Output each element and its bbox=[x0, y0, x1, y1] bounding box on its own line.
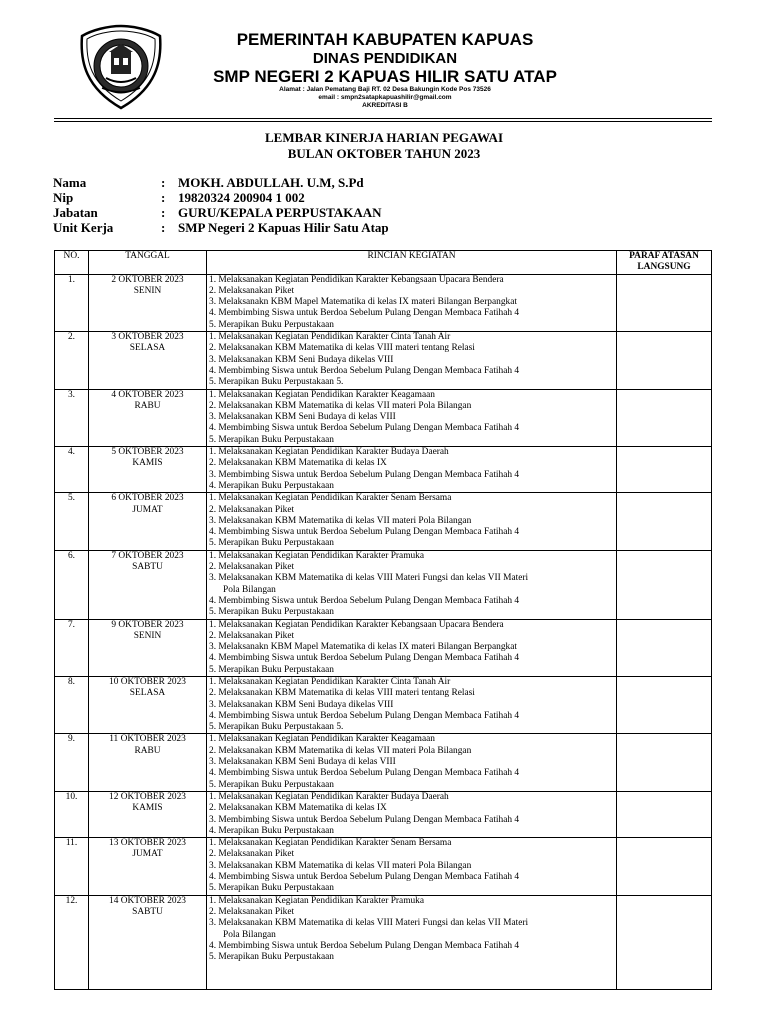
row-supervisor-sign bbox=[617, 676, 712, 733]
activity-item: 4. Merapikan Buku Perpustakaan bbox=[209, 480, 334, 491]
table-row bbox=[55, 550, 712, 619]
row-date: 11 OKTOBER 2023 bbox=[109, 734, 186, 745]
activity-item: 2. Melaksanakan Piket bbox=[209, 285, 295, 296]
activity-item: 5. Merapikan Buku Perpustakaan 5. bbox=[209, 377, 344, 388]
row-supervisor-sign bbox=[617, 791, 712, 837]
row-supervisor-sign bbox=[617, 734, 712, 791]
activity-item: 2. Melaksanakan Piket bbox=[209, 630, 295, 641]
row-date-cell bbox=[89, 493, 207, 550]
row-supervisor-sign bbox=[617, 332, 712, 389]
row-date: 13 OKTOBER 2023 bbox=[109, 838, 186, 849]
header-supervisor-sign: PARAF ATASAN LANGSUNG bbox=[617, 251, 712, 275]
school-email: email : smpn2satapkapuashilir@gmail.com bbox=[318, 94, 452, 101]
row-supervisor-sign bbox=[617, 274, 712, 331]
row-date: 2 OKTOBER 2023 bbox=[111, 274, 184, 285]
activity-item: 5. Merapikan Buku Perpustakaan bbox=[209, 883, 334, 894]
activity-table-body bbox=[55, 274, 712, 990]
row-day: SENIN bbox=[133, 630, 162, 641]
table-row bbox=[55, 389, 712, 446]
table-row bbox=[55, 274, 712, 331]
activity-item: 4. Membimbing Siswa untuk Berdoa Sebelum Pulang Dengan Membaca Fatihah 4 bbox=[209, 710, 520, 721]
table-row bbox=[55, 447, 712, 493]
row-activities bbox=[207, 550, 617, 619]
activity-item: 2. Melaksanakan KBM Matematika di kelas VIII materi tentang Relasi bbox=[209, 688, 475, 699]
row-date-cell bbox=[89, 619, 207, 676]
activity-item: 3. Membimbing Siswa untuk Berdoa Sebelum Pulang Dengan Membaca Fatihah 4 bbox=[209, 814, 520, 825]
field-value: SMP Negeri 2 Kapuas Hilir Satu Atap bbox=[178, 220, 389, 235]
table-row bbox=[55, 332, 712, 389]
activity-item: 4. Merapikan Buku Perpustakaan bbox=[209, 825, 334, 836]
activity-item: 5. Merapikan Buku Perpustakaan bbox=[209, 779, 334, 790]
department-name: DINAS PENDIDIKAN bbox=[312, 50, 458, 67]
table-row bbox=[55, 838, 712, 895]
kapuas-regency-emblem-icon bbox=[76, 22, 166, 112]
activity-item: 4. Membimbing Siswa untuk Berdoa Sebelum Pulang Dengan Membaca Fatihah 4 bbox=[209, 768, 520, 779]
row-activities bbox=[207, 791, 617, 837]
activity-item: 2. Melaksanakan KBM Matematika di kelas IX bbox=[209, 803, 387, 814]
row-number: 6. bbox=[55, 550, 89, 619]
activity-table bbox=[54, 250, 712, 990]
row-number: 12. bbox=[55, 895, 89, 990]
header-details: RINCIAN KEGIATAN bbox=[207, 251, 617, 275]
row-number: 7. bbox=[55, 619, 89, 676]
activity-item: 3. Melaksanakn KBM Mapel Matematika di kelas IX materi Bilangan Berpangkat bbox=[209, 642, 517, 653]
field-label: Nip bbox=[53, 190, 74, 205]
row-day: SABTU bbox=[132, 906, 163, 917]
row-date-cell bbox=[89, 676, 207, 733]
row-activities bbox=[207, 619, 617, 676]
row-supervisor-sign bbox=[617, 838, 712, 895]
field-separator: : bbox=[161, 205, 166, 220]
row-day: SABTU bbox=[132, 562, 163, 573]
activity-item: 4. Membimbing Siswa untuk Berdoa Sebelum Pulang Dengan Membaca Fatihah 4 bbox=[209, 423, 520, 434]
letterhead bbox=[0, 0, 768, 120]
field-value: MOKH. ABDULLAH. U.M, S.Pd bbox=[178, 175, 364, 190]
activity-item: Pola Bilangan bbox=[223, 929, 276, 940]
row-date: 3 OKTOBER 2023 bbox=[111, 332, 184, 343]
row-day: RABU bbox=[134, 745, 161, 756]
row-supervisor-sign bbox=[617, 895, 712, 990]
row-activities bbox=[207, 332, 617, 389]
school-name: SMP NEGERI 2 KAPUAS HILIR SATU ATAP bbox=[213, 67, 557, 86]
row-date-cell bbox=[89, 389, 207, 446]
activity-item: 2. Melaksanakan Piket bbox=[209, 562, 295, 573]
activity-item: 5. Merapikan Buku Perpustakaan bbox=[209, 538, 334, 549]
activity-item: 4. Membimbing Siswa untuk Berdoa Sebelum Pulang Dengan Membaca Fatihah 4 bbox=[209, 365, 520, 376]
field-separator: : bbox=[161, 190, 166, 205]
activity-item: 3. Melaksanakan KBM Matematika di kelas VII materi Pola Bilangan bbox=[209, 515, 472, 526]
activity-item: 2. Melaksanakan KBM Matematika di kelas VII materi Pola Bilangan bbox=[209, 745, 472, 756]
row-day: SELASA bbox=[129, 343, 166, 354]
row-day: KAMIS bbox=[132, 458, 163, 469]
row-date-cell bbox=[89, 838, 207, 895]
activity-item: 3. Membimbing Siswa untuk Berdoa Sebelum Pulang Dengan Membaca Fatihah 4 bbox=[209, 469, 520, 480]
row-supervisor-sign bbox=[617, 619, 712, 676]
table-row bbox=[55, 734, 712, 791]
activity-item: 1. Melaksanakan Kegiatan Pendidikan Karakter Cinta Tanah Air bbox=[209, 332, 451, 343]
row-activities bbox=[207, 676, 617, 733]
row-date-cell bbox=[89, 447, 207, 493]
field-label: Unit Kerja bbox=[53, 220, 114, 235]
row-date: 9 OKTOBER 2023 bbox=[111, 619, 184, 630]
header-no: NO. bbox=[55, 251, 89, 275]
field-value: 19820324 200904 1 002 bbox=[178, 190, 305, 205]
row-number: 11. bbox=[55, 838, 89, 895]
activity-item: 5. Merapikan Buku Perpustakaan bbox=[209, 664, 334, 675]
field-separator: : bbox=[161, 220, 166, 235]
row-number: 4. bbox=[55, 447, 89, 493]
row-day: SELASA bbox=[129, 688, 166, 699]
row-day: KAMIS bbox=[132, 803, 163, 814]
row-activities bbox=[207, 274, 617, 331]
table-row bbox=[55, 895, 712, 990]
row-date: 5 OKTOBER 2023 bbox=[111, 447, 184, 458]
row-number: 8. bbox=[55, 676, 89, 733]
row-date: 4 OKTOBER 2023 bbox=[111, 389, 184, 400]
activity-item: 1. Melaksanakan Kegiatan Pendidikan Karakter Pramuka bbox=[209, 550, 425, 561]
row-number: 10. bbox=[55, 791, 89, 837]
row-date: 10 OKTOBER 2023 bbox=[109, 676, 186, 687]
table-row bbox=[55, 493, 712, 550]
activity-item: 4. Membimbing Siswa untuk Berdoa Sebelum Pulang Dengan Membaca Fatihah 4 bbox=[209, 940, 520, 951]
row-date-cell bbox=[89, 274, 207, 331]
letterhead-rule-thin bbox=[54, 121, 712, 122]
activity-item: 2. Melaksanakan KBM Matematika di kelas IX bbox=[209, 458, 387, 469]
activity-item: 2. Melaksanakan Piket bbox=[209, 504, 295, 515]
document-period: BULAN OKTOBER TAHUN 2023 bbox=[287, 146, 481, 161]
activity-item: 1. Melaksanakan Kegiatan Pendidikan Karakter Senam Bersama bbox=[209, 493, 452, 504]
activity-item: Pola Bilangan bbox=[223, 584, 276, 595]
activity-item: 3. Melaksanakan KBM Seni Budaya dikelas VIII bbox=[209, 354, 394, 365]
activity-item: 4. Membimbing Siswa untuk Berdoa Sebelum Pulang Dengan Membaca Fatihah 4 bbox=[209, 308, 520, 319]
row-activities bbox=[207, 493, 617, 550]
row-activities bbox=[207, 895, 617, 990]
table-row bbox=[55, 791, 712, 837]
row-supervisor-sign bbox=[617, 550, 712, 619]
activity-item: 1. Melaksanakan Kegiatan Pendidikan Karakter Kebangsaan Upacara Bendera bbox=[209, 274, 504, 285]
row-date-cell bbox=[89, 791, 207, 837]
accreditation: AKREDITASI B bbox=[362, 102, 408, 109]
row-day: JUMAT bbox=[132, 849, 163, 860]
row-number: 9. bbox=[55, 734, 89, 791]
activity-item: 5. Merapikan Buku Perpustakaan bbox=[209, 607, 334, 618]
activity-item: 2. Melaksanakan Piket bbox=[209, 906, 295, 917]
activity-item: 5. Merapikan Buku Perpustakaan bbox=[209, 434, 334, 445]
row-date-cell bbox=[89, 895, 207, 990]
activity-item: 5. Merapikan Buku Perpustakaan bbox=[209, 319, 334, 330]
activity-item: 1. Melaksanakan Kegiatan Pendidikan Karakter Cinta Tanah Air bbox=[209, 676, 451, 687]
row-number: 1. bbox=[55, 274, 89, 331]
row-number: 2. bbox=[55, 332, 89, 389]
field-label: Jabatan bbox=[53, 205, 98, 220]
activity-item: 4. Membimbing Siswa untuk Berdoa Sebelum Pulang Dengan Membaca Fatihah 4 bbox=[209, 872, 520, 883]
activity-item: 3. Melaksanakan KBM Seni Budaya di kelas VIII bbox=[209, 757, 396, 768]
government-name: PEMERINTAH KABUPATEN KAPUAS bbox=[236, 30, 534, 49]
activity-item: 3. Melaksanakn KBM Mapel Matematika di kelas IX materi Bilangan Berpangkat bbox=[209, 297, 517, 308]
field-separator: : bbox=[161, 175, 166, 190]
field-label: Nama bbox=[53, 175, 87, 190]
row-supervisor-sign bbox=[617, 493, 712, 550]
activity-item: 2. Melaksanakan KBM Matematika di kelas VII materi Pola Bilangan bbox=[209, 400, 472, 411]
row-activities bbox=[207, 838, 617, 895]
activity-item: 1. Melaksanakan Kegiatan Pendidikan Karakter Budaya Daerah bbox=[209, 447, 449, 458]
activity-item: 1. Melaksanakan Kegiatan Pendidikan Karakter Senam Bersama bbox=[209, 838, 452, 849]
row-day: SENIN bbox=[133, 285, 162, 296]
row-date-cell bbox=[89, 550, 207, 619]
row-date: 14 OKTOBER 2023 bbox=[109, 895, 186, 906]
row-date: 6 OKTOBER 2023 bbox=[111, 493, 184, 504]
row-day: RABU bbox=[134, 400, 161, 411]
activity-item: 4. Membimbing Siswa untuk Berdoa Sebelum Pulang Dengan Membaca Fatihah 4 bbox=[209, 527, 520, 538]
field-value: GURU/KEPALA PERPUSTAKAAN bbox=[178, 205, 382, 220]
activity-item: 2. Melaksanakan KBM Matematika di kelas VIII materi tentang Relasi bbox=[209, 343, 475, 354]
table-row bbox=[55, 676, 712, 733]
row-activities bbox=[207, 447, 617, 493]
activity-item: 4. Membimbing Siswa untuk Berdoa Sebelum Pulang Dengan Membaca Fatihah 4 bbox=[209, 595, 520, 606]
activity-item: 3. Melaksanakan KBM Matematika di kelas VII materi Pola Bilangan bbox=[209, 860, 472, 871]
activity-item: 1. Melaksanakan Kegiatan Pendidikan Karakter Keagamaan bbox=[209, 734, 435, 745]
letterhead-rule-thick bbox=[54, 118, 712, 119]
activity-item: 3. Melaksanakan KBM Seni Budaya di kelas VIII bbox=[209, 412, 396, 423]
row-supervisor-sign bbox=[617, 389, 712, 446]
activity-item: 4. Membimbing Siswa untuk Berdoa Sebelum Pulang Dengan Membaca Fatihah 4 bbox=[209, 653, 520, 664]
row-activities bbox=[207, 389, 617, 446]
activity-item: 1. Melaksanakan Kegiatan Pendidikan Karakter Budaya Daerah bbox=[209, 791, 449, 802]
document-title: LEMBAR KINERJA HARIAN PEGAWAI bbox=[265, 130, 503, 145]
row-day: JUMAT bbox=[132, 504, 163, 515]
school-address: Alamat : Jalan Pematang Baji RT. 02 Desa Bakungin Kode Pos 73526 bbox=[279, 86, 491, 93]
activity-item: 3. Melaksanakan KBM Matematika di kelas VIII Materi Fungsi dan kelas VII Materi bbox=[209, 573, 529, 584]
row-supervisor-sign bbox=[617, 447, 712, 493]
table-row bbox=[55, 619, 712, 676]
activity-item: 1. Melaksanakan Kegiatan Pendidikan Karakter Pramuka bbox=[209, 895, 425, 906]
header-date: TANGGAL bbox=[89, 251, 207, 275]
row-number: 3. bbox=[55, 389, 89, 446]
row-date-cell bbox=[89, 332, 207, 389]
row-activities bbox=[207, 734, 617, 791]
activity-item: 5. Merapikan Buku Perpustakaan bbox=[209, 952, 334, 963]
row-date: 7 OKTOBER 2023 bbox=[111, 550, 184, 561]
activity-item: 2. Melaksanakan Piket bbox=[209, 849, 295, 860]
row-date-cell bbox=[89, 734, 207, 791]
table-header-row bbox=[55, 251, 712, 275]
row-number: 5. bbox=[55, 493, 89, 550]
activity-item: 5. Merapikan Buku Perpustakaan 5. bbox=[209, 722, 344, 733]
activity-item: 3. Melaksanakan KBM Seni Budaya dikelas VIII bbox=[209, 699, 394, 710]
activity-item: 1. Melaksanakan Kegiatan Pendidikan Karakter Kebangsaan Upacara Bendera bbox=[209, 619, 504, 630]
row-date: 12 OKTOBER 2023 bbox=[109, 791, 186, 802]
activity-item: 1. Melaksanakan Kegiatan Pendidikan Karakter Keagamaan bbox=[209, 389, 435, 400]
activity-item: 3. Melaksanakan KBM Matematika di kelas VIII Materi Fungsi dan kelas VII Materi bbox=[209, 918, 529, 929]
